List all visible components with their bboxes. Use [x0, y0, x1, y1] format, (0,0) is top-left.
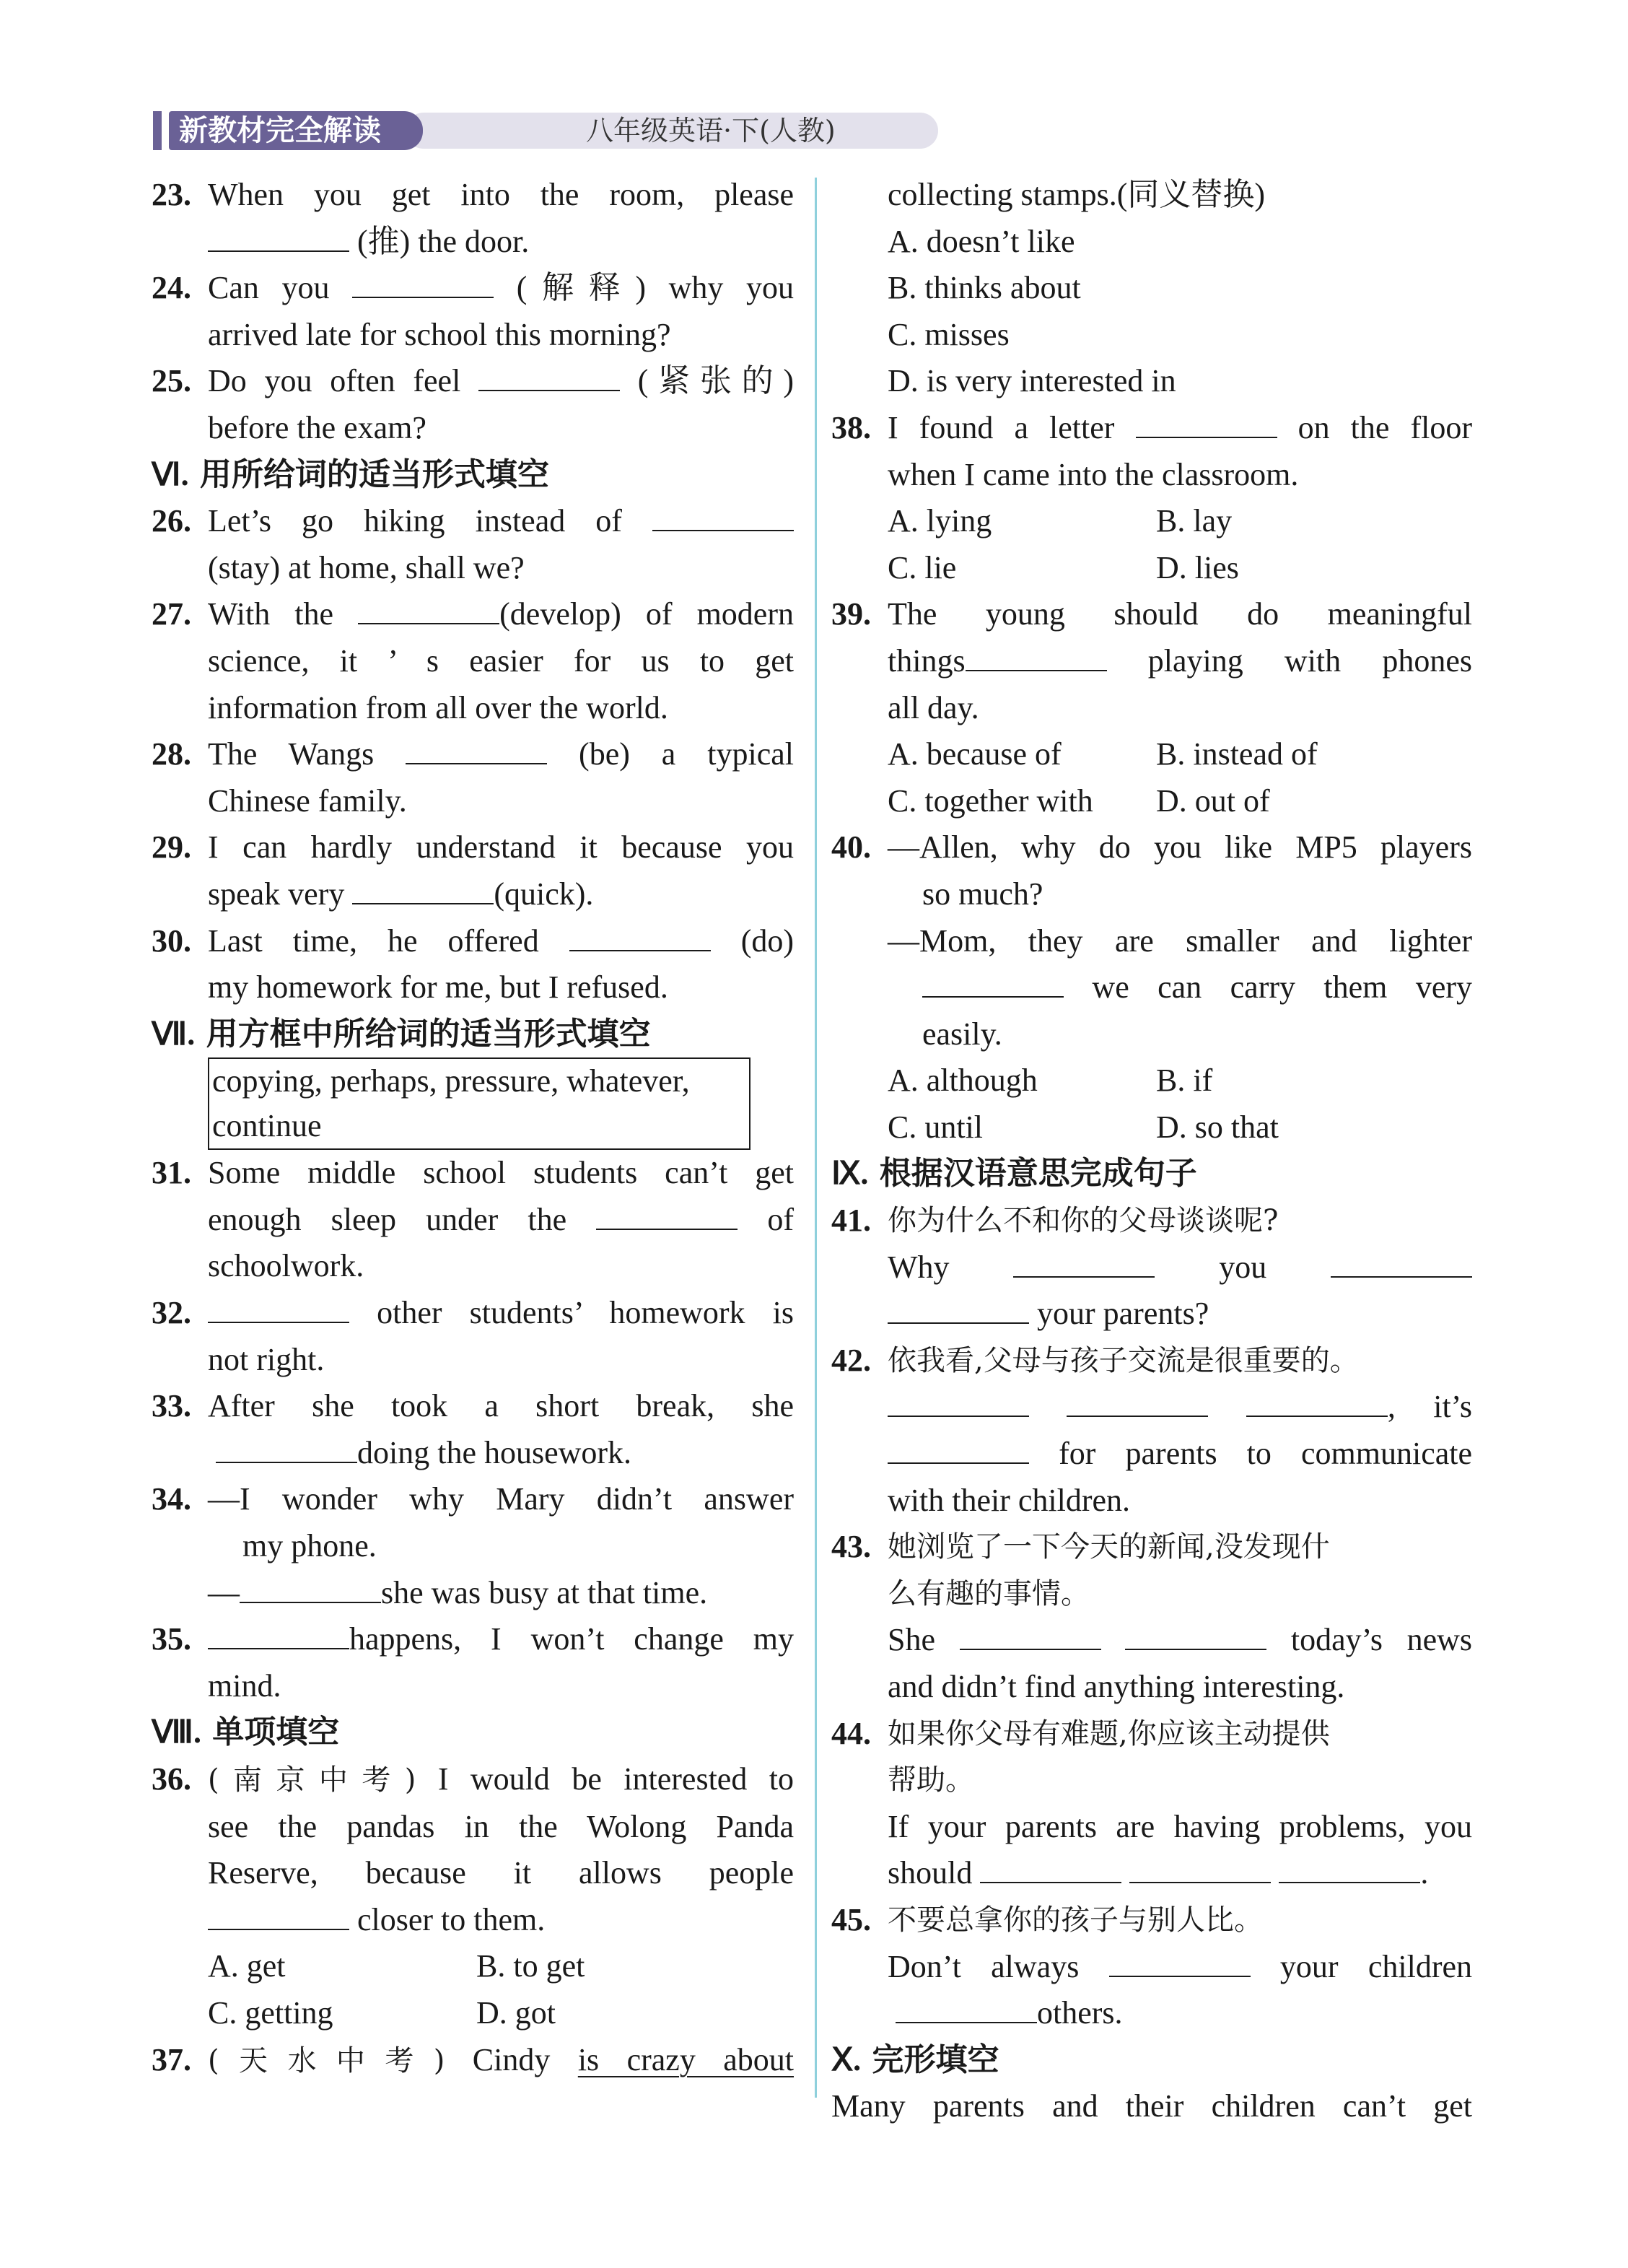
chinese-prompt: 帮助。 [888, 1763, 974, 1797]
answer-blank[interactable] [922, 972, 1064, 998]
option-c[interactable]: C. misses [888, 316, 1010, 352]
answer-blank[interactable] [208, 1623, 349, 1649]
question-number: 33. [152, 1388, 191, 1424]
question-text: Do you often feel [208, 363, 461, 399]
question-37-continued [831, 172, 1472, 219]
question-number: 27. [152, 596, 191, 632]
question-text: when I came into the classroom. [888, 456, 1299, 492]
question-text: not right. [208, 1341, 325, 1377]
question-source: (天水中考) [208, 2044, 445, 2077]
header-book-title: 新教材完全解读 [169, 111, 423, 150]
answer-blank[interactable] [1013, 1252, 1155, 1278]
question-number: 45. [831, 1901, 871, 1937]
option-b[interactable]: B. instead of [1156, 736, 1318, 772]
header-accent-bar [153, 111, 162, 150]
question-text: enough sleep under the [208, 1201, 567, 1237]
question-text: speak very [208, 876, 345, 912]
chinese-prompt: 如果你父母有难题,你应该主动提供 [888, 1717, 1330, 1750]
chinese-prompt: 你为什么不和你的父母谈谈呢? [888, 1204, 1279, 1238]
question-text: —Mom, they are smaller and lighter [888, 923, 1472, 959]
question-44: 44. 如果你父母有难题,你应该主动提供 帮助。 If your parents are having problems, you should . [831, 1711, 1472, 1897]
question-38 [831, 405, 1472, 498]
question-text: she was busy at that time. [381, 1574, 708, 1610]
question-text: doing the housework. [357, 1434, 632, 1470]
chinese-prompt: 她浏览了一下今天的新闻,没发现什 [888, 1530, 1330, 1564]
question-text: with their children. [888, 1482, 1131, 1518]
question-text: see the pandas in the Wolong Panda [208, 1808, 794, 1844]
question-31 [152, 1150, 794, 1290]
question-text: (推) the door. [357, 223, 530, 259]
question-number: 38. [831, 409, 871, 445]
question-text: (develop) of modern [499, 596, 794, 632]
question-number: 26. [152, 503, 191, 539]
question-number: 39. [831, 596, 871, 632]
option-c[interactable]: C. until [888, 1109, 984, 1145]
question-text: your parents? [1037, 1296, 1209, 1332]
question-number: 23. [152, 177, 191, 212]
answer-blank[interactable] [888, 1391, 1029, 1417]
question-text: schoolwork. [208, 1248, 364, 1284]
question-42: 42. 依我看,父母与孩子交流是很重要的。 , it’s for parents to communicate with their children. [831, 1338, 1472, 1524]
question-text: I would be interested to [437, 1761, 794, 1797]
question-text: information from all over the world. [208, 689, 668, 725]
question-text: science, it ’ s easier for us to get [208, 642, 794, 679]
question-43 [831, 1524, 1472, 1710]
options-row [831, 545, 1472, 592]
question-text: (紧张的) [637, 363, 795, 399]
question-24 [152, 265, 794, 358]
answer-blank[interactable] [1136, 412, 1277, 438]
question-number: 41. [831, 1203, 871, 1239]
question-text: Let’s go hiking instead of [208, 503, 622, 539]
section-heading-7: Ⅶ. 用方框中所给词的适当形式填空 [152, 1015, 651, 1052]
question-text: Cindy [472, 2041, 551, 2077]
option-c[interactable]: C. together with [888, 782, 1093, 819]
question-text: things [888, 642, 966, 679]
question-text: (解释) why you [516, 270, 795, 306]
question-text: — [208, 1574, 240, 1610]
option-a[interactable]: A. although [888, 1063, 1038, 1099]
answer-blank[interactable] [652, 505, 794, 531]
question-text: today’s news [1290, 1622, 1473, 1658]
question-text: The young should do meaningful [888, 596, 1472, 632]
right-column [831, 172, 1472, 2130]
question-34 [152, 1476, 794, 1616]
answer-blank[interactable] [980, 1857, 1121, 1883]
question-41 [831, 1198, 1472, 1338]
question-text: for parents to communicate [1059, 1436, 1473, 1472]
question-text: (be) a typical [579, 736, 794, 772]
answer-blank[interactable] [896, 1997, 1037, 2023]
question-text: Can you [208, 270, 330, 306]
option-d[interactable]: D. so that [1156, 1109, 1279, 1145]
option-b[interactable]: B. to get [476, 1948, 585, 1984]
column-divider [815, 178, 817, 2098]
chinese-prompt: 么有趣的事情。 [888, 1576, 1090, 1610]
answer-blank[interactable] [1279, 1857, 1420, 1883]
chinese-prompt: 不要总拿你的孩子与别人比。 [888, 1903, 1263, 1937]
question-text: The Wangs [208, 736, 375, 772]
question-text: mind. [208, 1667, 281, 1704]
question-number: 37. [152, 2041, 191, 2077]
question-35 [152, 1616, 794, 1709]
question-text: (do) [740, 923, 795, 959]
question-text: With the [208, 596, 334, 632]
answer-blank[interactable] [352, 878, 494, 904]
question-source: (南京中考) [208, 1763, 416, 1797]
answer-blank[interactable] [216, 1437, 357, 1463]
question-text: I can hardly understand it because you [208, 829, 794, 865]
option-b[interactable]: B. lay [1156, 503, 1233, 539]
question-text: Reserve, because it allows people [208, 1855, 794, 1891]
question-45 [831, 1897, 1472, 2037]
question-text: other students’ homework is [377, 1295, 795, 1331]
question-text: She [888, 1622, 935, 1658]
question-text: happens, I won’t change my [349, 1621, 794, 1657]
question-number: 36. [152, 1761, 191, 1797]
answer-blank[interactable] [960, 1624, 1101, 1650]
question-text: —I wonder why Mary didn’t answer [208, 1481, 794, 1517]
options-row [831, 498, 1472, 545]
options-row [831, 1104, 1472, 1151]
section-heading-10: Ⅹ. 完形填空 [831, 2041, 999, 2078]
question-36 [152, 1756, 794, 1943]
answer-blank[interactable] [1125, 1624, 1266, 1650]
option-d[interactable]: D. out of [1156, 782, 1270, 819]
option-a[interactable]: A. lying [888, 503, 992, 539]
question-text: Last time, he offered [208, 923, 539, 959]
question-number: 24. [152, 270, 191, 306]
question-text: Chinese family. [208, 782, 407, 819]
answer-blank[interactable] [208, 1904, 349, 1930]
answer-blank[interactable] [208, 226, 349, 252]
word-box-line: continue [212, 1108, 322, 1144]
question-number: 29. [152, 829, 191, 865]
question-29 [152, 824, 794, 917]
options-row [152, 1943, 794, 1990]
answer-blank[interactable] [478, 365, 620, 391]
question-text: (quick). [494, 876, 594, 912]
question-text: before the exam? [208, 409, 426, 445]
question-28 [152, 731, 794, 824]
question-number: 34. [152, 1481, 191, 1517]
cloze-passage-start: Many parents and their children can’t get [831, 2088, 1472, 2124]
answer-blank[interactable] [596, 1204, 738, 1230]
answer-blank[interactable] [1067, 1391, 1208, 1417]
option-b[interactable]: B. if [1156, 1063, 1213, 1099]
question-32 [152, 1290, 794, 1383]
answer-blank[interactable] [888, 1298, 1029, 1324]
question-text: If your parents are having problems, you [888, 1808, 1472, 1844]
options-row [831, 731, 1472, 778]
question-27 [152, 591, 794, 731]
question-text: closer to them. [357, 1901, 546, 1937]
options-row [152, 1990, 794, 2037]
section-heading-8: Ⅷ. 单项填空 [152, 1714, 340, 1751]
underlined-phrase: is crazy about [577, 2041, 795, 2077]
question-text: we can carry them very [1092, 969, 1472, 1006]
question-text: my phone. [242, 1528, 377, 1564]
question-text: should [888, 1855, 973, 1891]
question-text: on the floor [1297, 409, 1473, 445]
question-text: —Allen, why do you like MP5 players [888, 829, 1472, 865]
question-text: collecting stamps.(同义替换) [888, 177, 1266, 212]
section-heading-6: Ⅵ. 用所给词的适当形式填空 [152, 455, 549, 493]
question-text: After she took a short break, she [208, 1388, 794, 1424]
word-box [208, 1057, 750, 1150]
page-header [153, 108, 836, 153]
answer-blank[interactable] [352, 272, 494, 298]
question-text: Don’t always [888, 1948, 1080, 1984]
question-number: 28. [152, 736, 191, 772]
chinese-prompt: 依我看,父母与孩子交流是很重要的。 [888, 1343, 1359, 1377]
question-text: you [1219, 1249, 1267, 1285]
question-text: so much? [922, 876, 1043, 912]
question-text: it’s [1433, 1389, 1473, 1425]
question-33 [152, 1383, 794, 1476]
answer-blank[interactable] [966, 645, 1107, 671]
question-39 [831, 591, 1472, 731]
answer-blank[interactable] [1331, 1252, 1472, 1278]
option-c[interactable]: C. lie [888, 549, 957, 585]
question-number: 44. [831, 1715, 871, 1751]
question-number: 31. [152, 1155, 191, 1191]
question-text: others. [1037, 1995, 1123, 2031]
option-d[interactable]: D. is very interested in [888, 363, 1176, 399]
answer-blank[interactable] [208, 1297, 349, 1323]
header-subject: 八年级英语·下(人教) [406, 113, 938, 149]
question-number: 42. [831, 1342, 871, 1378]
word-box-line: copying, perhaps, pressure, whatever, [212, 1063, 690, 1099]
question-text: arrived late for school this morning? [208, 316, 671, 352]
question-text: and didn’t find anything interesting. [888, 1669, 1345, 1704]
answer-blank[interactable] [1246, 1391, 1388, 1417]
question-number: 32. [152, 1295, 191, 1331]
option-c[interactable]: C. getting [208, 1994, 333, 2031]
question-text: your children [1279, 1948, 1473, 1984]
answer-blank[interactable] [1129, 1857, 1271, 1883]
question-text: I found a letter [888, 409, 1115, 445]
question-number: 35. [152, 1621, 191, 1657]
question-text: Some middle school students can’t get [208, 1155, 794, 1191]
option-b[interactable]: B. thinks about [888, 270, 1081, 306]
option-a[interactable]: A. because of [888, 736, 1062, 772]
question-number: 25. [152, 363, 191, 399]
question-23 [152, 172, 794, 265]
answer-blank[interactable] [1109, 1951, 1251, 1977]
question-text: When you get into the room, please [208, 177, 794, 212]
question-37 [152, 2037, 794, 2085]
question-26 [152, 498, 794, 591]
option-a[interactable]: A. doesn’t like [888, 223, 1075, 259]
answer-blank[interactable] [358, 598, 499, 624]
question-number: 30. [152, 923, 191, 959]
question-40 [831, 824, 1472, 1057]
answer-blank[interactable] [888, 1438, 1029, 1464]
question-number: 43. [831, 1529, 871, 1565]
question-text: (stay) at home, shall we? [208, 549, 525, 585]
question-number: 40. [831, 829, 871, 865]
option-a[interactable]: A. get [208, 1948, 286, 1984]
question-30 [152, 918, 794, 1011]
option-d[interactable]: D. lies [1156, 549, 1239, 585]
answer-blank[interactable] [240, 1577, 381, 1603]
options-row [831, 778, 1472, 825]
answer-blank[interactable] [406, 738, 547, 764]
question-text: playing with phones [1147, 642, 1472, 679]
left-column [152, 172, 794, 2084]
question-25 [152, 358, 794, 451]
question-text: Why [888, 1249, 950, 1285]
question-text: my homework for me, but I refused. [208, 969, 668, 1006]
section-heading-9: Ⅸ. 根据汉语意思完成句子 [831, 1155, 1197, 1192]
question-text: easily. [922, 1016, 1002, 1052]
question-text: of [767, 1201, 794, 1237]
option-d[interactable]: D. got [476, 1994, 556, 2031]
answer-blank[interactable] [569, 925, 711, 951]
options-row [831, 1057, 1472, 1104]
question-text: all day. [888, 689, 979, 725]
